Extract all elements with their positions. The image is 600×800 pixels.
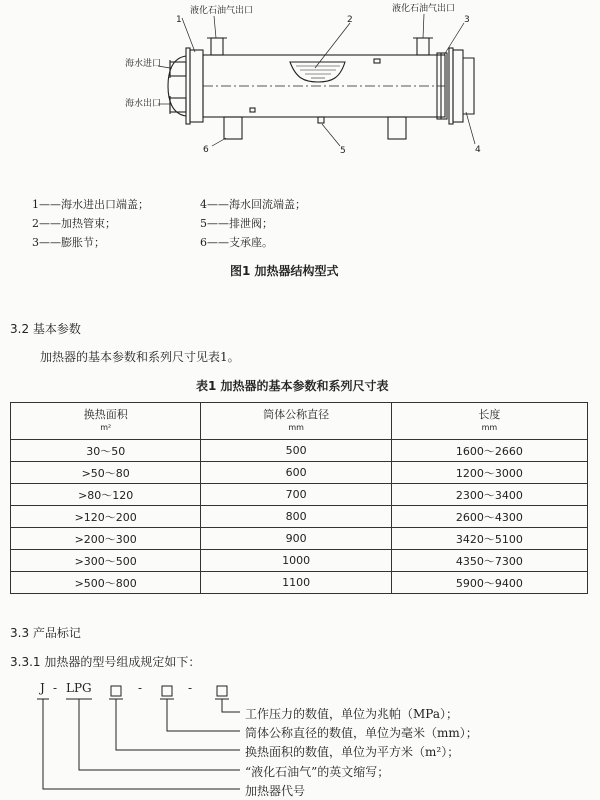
cell-diameter: 800 xyxy=(201,506,391,528)
code-dash-1: - xyxy=(53,681,58,695)
section-3-3-1-heading: 3.3.1 加热器的型号组成规定如下： xyxy=(10,655,201,669)
code-prefix: J xyxy=(40,681,45,695)
cell-diameter: 600 xyxy=(201,462,391,484)
code-dash-2: - xyxy=(138,681,143,695)
table1-caption: 表1 加热器的基本参数和系列尺寸表 xyxy=(196,379,389,393)
code-dash-3: - xyxy=(188,681,193,695)
legend-item-3: 3——膨胀节； xyxy=(32,236,105,249)
label-lpg-outlet-right: 液化石油气出口 xyxy=(392,4,456,14)
cell-area: >500～800 xyxy=(11,572,201,594)
placeholder-box-area xyxy=(111,686,121,696)
label-seawater-out: 海水出口 xyxy=(125,99,162,109)
header-unit: mm xyxy=(481,423,498,432)
section-3-2-text: 加热器的基本参数和系列尺寸见表1。 xyxy=(40,350,240,364)
legend-item-5: 5——排泄阀； xyxy=(200,217,273,230)
header-label: 长度 xyxy=(478,408,501,421)
header-label: 筒体公称直径 xyxy=(263,408,330,421)
placeholder-box-pressure xyxy=(217,686,227,696)
legend-item-2: 2——加热管束； xyxy=(32,217,116,230)
code-desc-lpg: “液化石油气”的英文缩写； xyxy=(245,765,390,779)
num-3: 3 xyxy=(464,15,470,25)
label-lpg-outlet-left: 液化石油气出口 xyxy=(190,6,254,16)
num-6: 6 xyxy=(203,145,209,155)
legend-item-4: 4——海水回流端盖； xyxy=(200,198,306,211)
cell-diameter: 1000 xyxy=(201,550,391,572)
header-unit: mm xyxy=(288,423,304,432)
code-desc-prefix: 加热器代号 xyxy=(245,784,306,798)
cell-area: >300～500 xyxy=(11,550,201,572)
placeholder-box-diameter xyxy=(162,686,172,696)
num-5: 5 xyxy=(340,146,346,156)
header-label: 换热面积 xyxy=(83,408,128,421)
code-desc-area: 换热面积的数值，单位为平方米（m²）； xyxy=(245,745,460,759)
cell-length: 2300～3400 xyxy=(391,484,587,506)
num-2: 2 xyxy=(347,15,353,25)
cell-diameter: 500 xyxy=(201,440,391,462)
cell-diameter: 1100 xyxy=(201,572,391,594)
figure-caption: 图1 加热器结构型式 xyxy=(230,264,339,278)
label-seawater-in: 海水进口 xyxy=(125,59,162,69)
cell-length: 1200～3000 xyxy=(391,462,587,484)
cell-area: 30～50 xyxy=(11,440,201,462)
cell-diameter: 900 xyxy=(201,528,391,550)
cell-area: >50～80 xyxy=(11,462,201,484)
header-unit: m² xyxy=(100,423,112,432)
section-3-3-heading: 3.3 产品标记 xyxy=(10,626,81,640)
cell-area: >80～120 xyxy=(11,484,201,506)
cell-length: 1600～2660 xyxy=(391,440,587,462)
cell-length: 3420～5100 xyxy=(391,528,587,550)
cell-length: 4350～7300 xyxy=(391,550,587,572)
cell-area: >120～200 xyxy=(11,506,201,528)
legend-item-1: 1——海水进出口端盖； xyxy=(32,198,149,211)
code-lpg: LPG xyxy=(66,681,92,695)
legend-item-6: 6——支承座。 xyxy=(200,236,273,249)
code-desc-pressure: 工作压力的数值，单位为兆帕（MPa）； xyxy=(245,707,458,721)
cell-diameter: 700 xyxy=(201,484,391,506)
cell-area: >200～300 xyxy=(11,528,201,550)
num-4: 4 xyxy=(475,145,481,155)
num-1: 1 xyxy=(176,15,182,25)
cell-length: 5900～9400 xyxy=(391,572,587,594)
section-3-2-heading: 3.2 基本参数 xyxy=(10,322,81,336)
code-desc-diameter: 筒体公称直径的数值，单位为毫米（mm）； xyxy=(245,726,478,740)
cell-length: 2600～4300 xyxy=(391,506,587,528)
